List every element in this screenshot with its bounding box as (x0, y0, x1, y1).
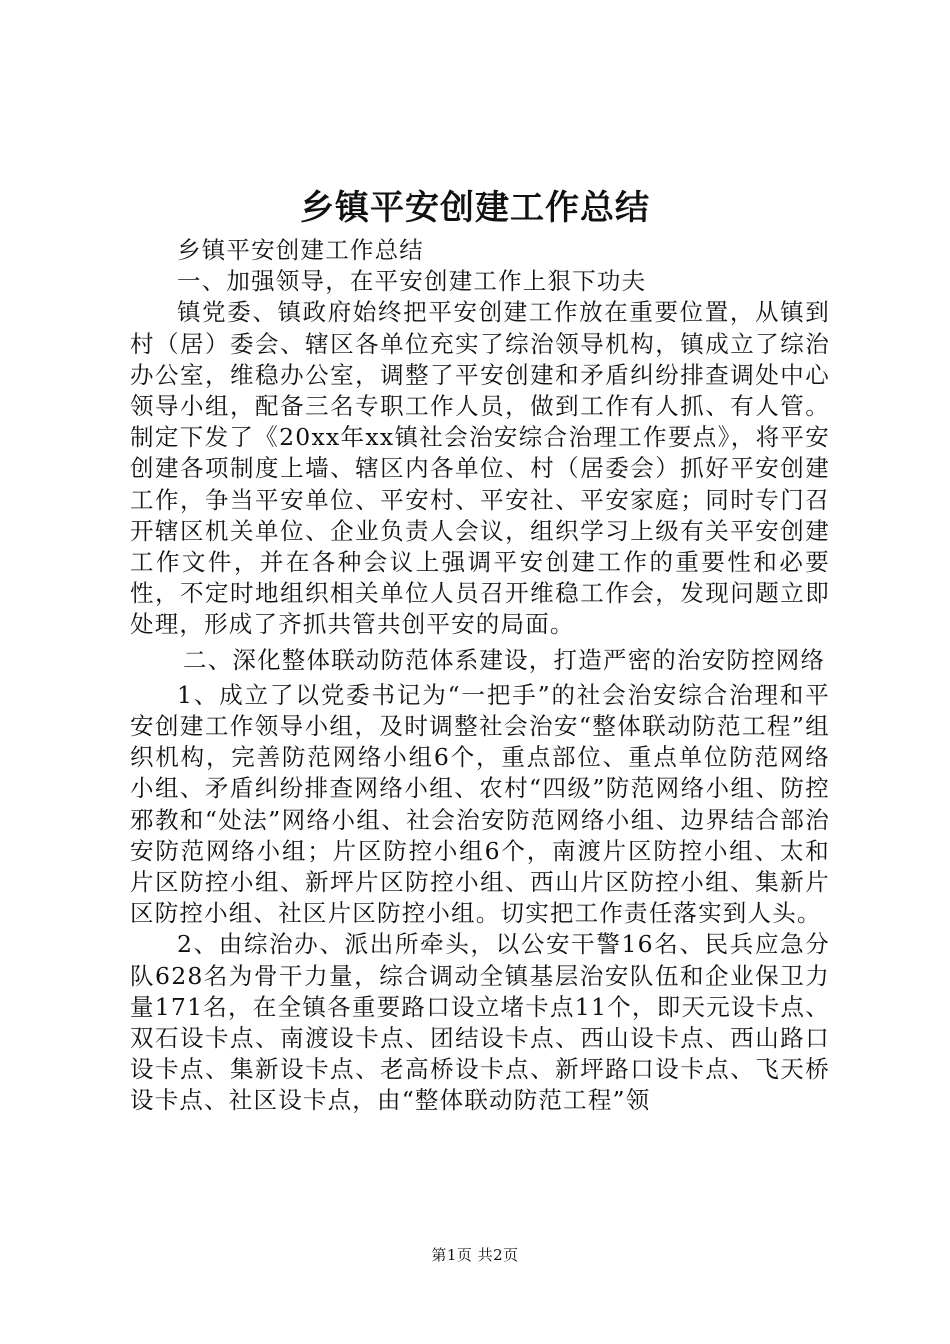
document-title: 乡镇平安创建工作总结 (300, 188, 650, 228)
section-1-paragraph: 镇党委、镇政府始终把平安创建工作放在重要位置，从镇到村（居）委会、辖区各单位充实了综治领导机构，镇成立了综治办公室，维稳办公室，调整了平安创建和矛盾纠纷排查调处中心领导小组，配备三名专职工作人员，做到工作有人抓、有人管。制定下发了《20xx年xx镇社会治安综合治理工作要点》，将平安创建各项制度上墙、辖区内各单位、村（居委会）抓好平安创建工作，争当平安单位、平安村、平安社、平安家庭；同时专门召开辖区机关单位、企业负责人会议，组织学习上级有关平安创建工作文件，并在各种会议上强调平安创建工作的重要性和必要性，不定时地组织相关单位人员召开维稳工作会，发现问题立即处理，形成了齐抓共管共创平安的局面。 (130, 298, 830, 639)
section-2-heading: 二、深化整体联动防范体系建设，打造严密的治安防控网络 (183, 645, 826, 674)
document-subtitle: 乡镇平安创建工作总结 (177, 236, 424, 264)
page-number-footer: 第1页 共2页 (431, 1246, 519, 1264)
section-1-heading: 一、加强领导，在平安创建工作上狠下功夫 (177, 267, 647, 296)
section-2-item-2: 2、由综治办、派出所牵头，以公安干警16名、民兵应急分队628名为骨干力量，综合调动全镇基层治安队伍和企业保卫力量171名，在全镇各重要路口设立堵卡点11个，即天元设卡点、双石设卡点、南渡设卡点、团结设卡点、西山设卡点、西山路口设卡点、集新设卡点、老高桥设卡点、新坪路口设卡点、飞天桥设卡点、社区设卡点，由“整体联动防范工程”领 (130, 930, 830, 1115)
document-body (130, 235, 830, 1117)
section-2-item-1: 1、成立了以党委书记为“一把手”的社会治安综合治理和平安创建工作领导小组，及时调整社会治安“整体联动防范工程”组织机构，完善防范网络小组6个，重点部位、重点单位防范网络小组、矛盾纠纷排查网络小组、农村“四级”防范网络小组、防控邪教和“处法”网络小组、社会治安防范网络小组、边界结合部治安防范网络小组；片区防控小组6个，南渡片区防控小组、太和片区防控小组、新坪片区防控小组、西山片区防控小组、集新片区防控小组、社区片区防控小组。切实把工作责任落实到人头。 (130, 680, 830, 928)
